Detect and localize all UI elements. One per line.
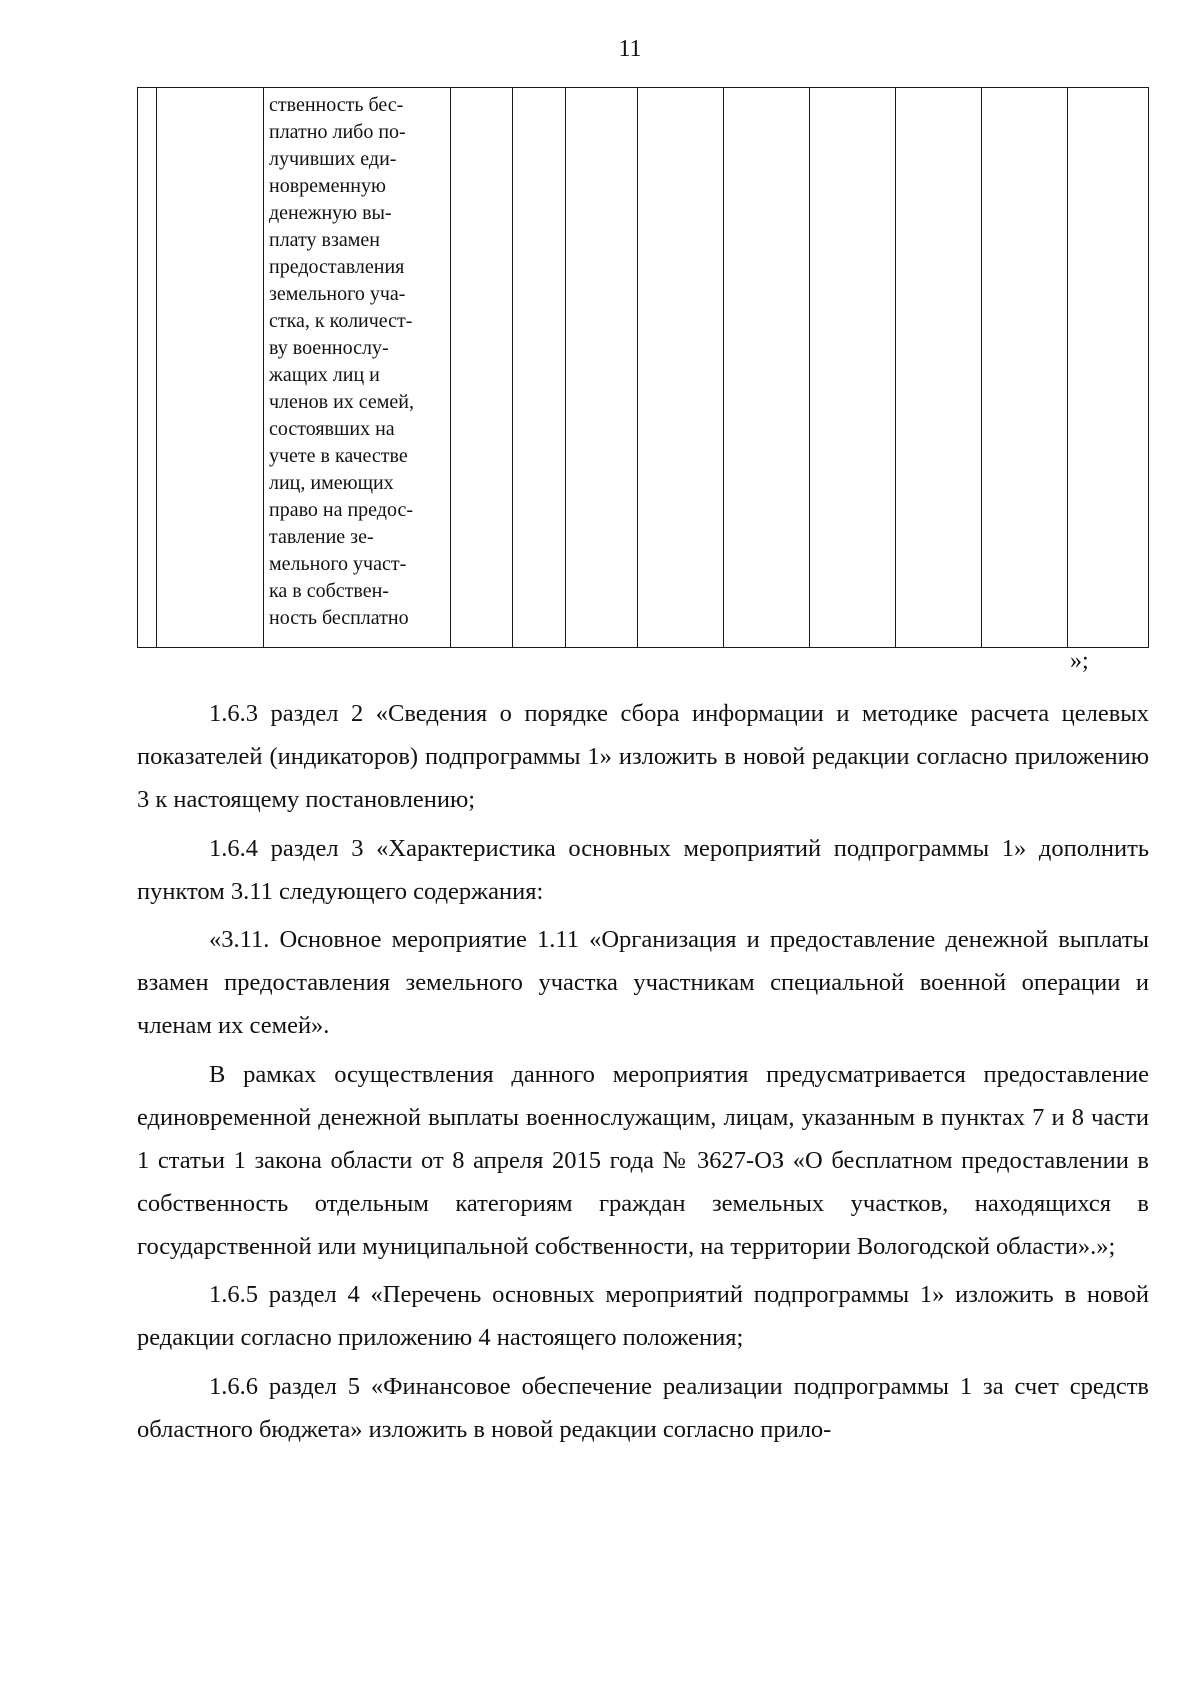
table-cell [451,88,513,648]
table-cell [982,88,1068,648]
document-body [137,692,1149,1456]
paragraph-3-11: «3.11. Основное мероприятие 1.11 «Организация и предоставление денежной выплаты взамен предоставления земельного участка участникам специальной военной операции и членам их семей». [137,926,1149,1039]
table-cell [896,88,982,648]
table-cell [566,88,638,648]
closing-quote: »; [1070,648,1089,674]
paragraph-1-6-5: 1.6.5 раздел 4 «Перечень основных мероприятий подпрограммы 1» изложить в новой редакции согласно приложению 4 настоящего положения; [137,1281,1149,1351]
page-number: 11 [618,36,642,62]
paragraph-1-6-4: 1.6.4 раздел 3 «Характеристика основных мероприятий подпрограммы 1» дополнить пунктом 3.11 следующего содержания: [137,834,1149,905]
continued-indicators-table [137,87,1149,648]
paragraph-1-6-3: 1.6.3 раздел 2 «Сведения о порядке сбора информации и методике расчета целевых показателей (индикаторов) подпрограммы 1» изложить в новой редакции согласно приложению 3 к настоящему постановлению; [137,700,1149,813]
indicator-description-cell: ственность бес- платно либо по- лучивших еди- новременную денежную вы- плату взамен предоставления земельного уча- стка, к количест- ву военнослу- жащих лиц и членов их семей, состоявших на учете в качестве лиц, имеющих право на предос- тавление зе- мельного участ- ка в собствен- ность бесплатно [264,88,451,648]
table-cell [513,88,566,648]
table-cell [138,88,157,648]
table-cell [1068,88,1149,648]
paragraph-1-6-6: 1.6.6 раздел 5 «Финансовое обеспечение реализации подпрограммы 1 за счет средств областного бюджета» изложить в новой редакции согласно прило- [137,1372,1149,1443]
table-cell [638,88,724,648]
paragraph-measure-description: В рамках осуществления данного мероприятия предусматривается предоставление единовременной денежной выплаты военнослужащим, лицам, указанным в пунктах 7 и 8 части 1 статьи 1 закона области от 8 апреля 2015 года № 3627-ОЗ «О бесплатном предоставлении в собственность отдельным категориям граждан земельных участков, находящихся в государственной или муниципальной собственности, на территории Вологодской области».»; [137,1060,1149,1260]
table-cell [157,88,264,648]
table-cell [724,88,810,648]
table-cell [810,88,896,648]
table-row [138,88,1149,648]
